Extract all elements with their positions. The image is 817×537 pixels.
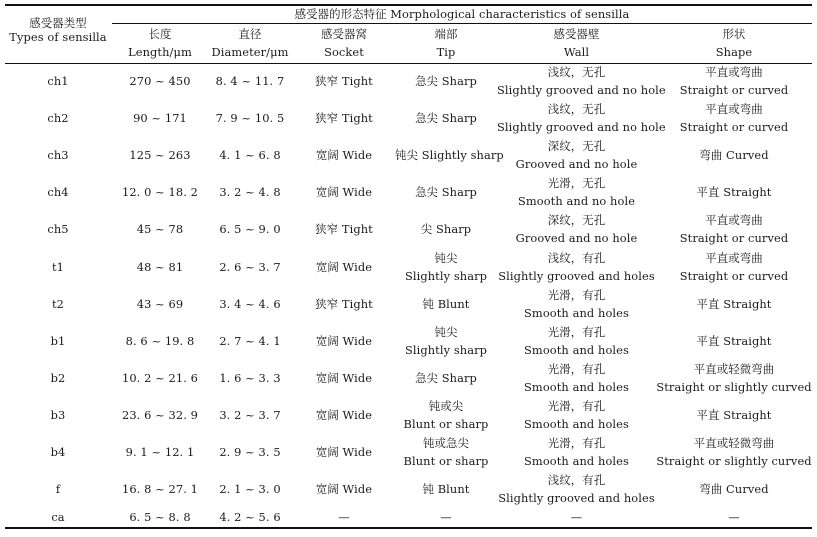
cell-wall	[497, 176, 656, 208]
cell-socket	[298, 176, 390, 208]
cell-shape-line: Straight or curved	[679, 269, 789, 283]
cell-diameter	[207, 399, 293, 431]
cell-socket	[298, 436, 390, 468]
cell-tip	[395, 251, 497, 283]
cell-shape-line: 平直或弯曲	[705, 102, 763, 116]
cell-socket	[298, 362, 390, 394]
cell-wall-line: Grooved and no hole	[515, 231, 638, 245]
cell-wall-line: 光滑，有孔	[547, 436, 606, 450]
cell-tip	[395, 102, 497, 134]
cell-length	[112, 176, 208, 208]
cell-type	[5, 139, 111, 171]
cell-length	[112, 399, 208, 431]
cell-wall	[497, 473, 656, 505]
cell-length-line: 270 ~ 450	[129, 74, 191, 88]
cell-wall-line: —	[570, 510, 583, 524]
header-bottom-rule	[5, 63, 812, 64]
cell-socket-line: 宽阔 Wide	[315, 334, 373, 348]
cell-wall	[497, 139, 656, 171]
cell-length-line: 16. 8 ~ 27. 1	[121, 482, 199, 496]
group-header-rule	[112, 23, 812, 24]
cell-diameter	[207, 508, 293, 526]
cell-wall-line: 光滑，有孔	[547, 362, 606, 376]
cell-diameter	[207, 288, 293, 320]
cell-diameter	[207, 436, 293, 468]
cell-length	[112, 325, 208, 357]
cell-length-line: 45 ~ 78	[136, 222, 184, 236]
cell-tip	[395, 176, 497, 208]
cell-length	[112, 213, 208, 245]
cell-socket	[298, 288, 390, 320]
cell-wall-line: 深纹，无孔	[547, 139, 606, 153]
cell-type	[5, 508, 111, 526]
cell-diameter-line: 1. 6 ~ 3. 3	[219, 371, 281, 385]
cell-type	[5, 65, 111, 97]
cell-length-line: 48 ~ 81	[136, 260, 184, 274]
cell-diameter	[207, 325, 293, 357]
cell-shape	[656, 436, 812, 468]
cell-diameter-line: 4. 1 ~ 6. 8	[219, 148, 281, 162]
cell-tip	[395, 473, 497, 505]
cell-wall-line: 光滑，有孔	[547, 288, 606, 302]
col-header-tip	[395, 27, 497, 59]
cell-tip	[395, 213, 497, 245]
cell-shape-line: 弯曲 Curved	[699, 482, 769, 496]
cell-wall-line: 光滑，无孔	[547, 176, 606, 190]
cell-tip-line: Slightly sharp	[404, 269, 488, 283]
cell-diameter	[207, 176, 293, 208]
cell-diameter-line: 7. 9 ~ 10. 5	[215, 111, 285, 125]
cell-diameter	[207, 362, 293, 394]
cell-socket	[298, 102, 390, 134]
cell-shape-line: Straight or curved	[679, 231, 789, 245]
cell-shape	[656, 288, 812, 320]
cell-length-line: 43 ~ 69	[136, 297, 184, 311]
cell-tip-line: 尖 Sharp	[420, 222, 472, 236]
cell-diameter-line: 2. 7 ~ 4. 1	[219, 334, 281, 348]
col-header-wall-zh: 感受器壁	[553, 27, 600, 41]
cell-shape-line: Straight or slightly curved	[656, 380, 812, 394]
cell-socket-line: 狭窄 Tight	[315, 74, 373, 88]
cell-diameter-line: 2. 1 ~ 3. 0	[219, 482, 281, 496]
cell-tip	[395, 399, 497, 431]
cell-tip-line: 急尖 Sharp	[415, 111, 477, 125]
cell-diameter	[207, 251, 293, 283]
cell-type-line: b1	[50, 334, 66, 348]
cell-socket	[298, 251, 390, 283]
cell-wall	[497, 65, 666, 97]
cell-socket-line: 宽阔 Wide	[315, 371, 373, 385]
cell-shape-line: 平直或弯曲	[705, 65, 763, 79]
cell-wall-line: 光滑，有孔	[547, 325, 606, 339]
cell-wall-line: 浅纹，无孔	[547, 102, 606, 116]
cell-type	[5, 325, 111, 357]
cell-wall-line: Smooth and holes	[524, 454, 629, 468]
cell-socket	[298, 508, 390, 526]
row-header	[5, 14, 111, 46]
cell-tip-line: 钝或急尖	[423, 436, 469, 450]
cell-type	[5, 436, 111, 468]
row-header-en: Types of sensilla	[9, 30, 107, 44]
cell-tip	[395, 139, 504, 171]
cell-socket	[298, 139, 390, 171]
cell-socket-line: —	[338, 510, 350, 524]
col-header-wall-en: Wall	[563, 45, 590, 59]
cell-tip-line: Blunt or sharp	[403, 454, 489, 468]
col-header-length-zh: 长度	[148, 27, 172, 41]
col-header-tip-zh: 端部	[434, 27, 458, 41]
cell-wall	[497, 251, 656, 283]
cell-wall-line: 光滑，有孔	[547, 399, 606, 413]
cell-shape-line: 平直或弯曲	[705, 251, 763, 265]
cell-socket-line: 宽阔 Wide	[315, 148, 373, 162]
cell-type-line: b3	[50, 408, 66, 422]
cell-socket-line: 狭窄 Tight	[315, 222, 373, 236]
cell-shape-line: 平直或轻微弯曲	[693, 362, 775, 376]
cell-type-line: b4	[50, 445, 66, 459]
cell-length-line: 8. 6 ~ 19. 8	[125, 334, 195, 348]
cell-shape-line: 平直或弯曲	[705, 213, 763, 227]
cell-shape	[656, 325, 812, 357]
cell-wall-line: Slightly grooved and holes	[498, 269, 655, 283]
cell-diameter-line: 6. 5 ~ 9. 0	[219, 222, 281, 236]
cell-wall-line: Smooth and no hole	[517, 194, 636, 208]
cell-wall	[497, 288, 656, 320]
cell-wall-line: Smooth and holes	[524, 417, 629, 431]
cell-type	[5, 399, 111, 431]
cell-length	[112, 473, 208, 505]
cell-wall-line: Smooth and holes	[524, 306, 629, 320]
cell-length-line: 6. 5 ~ 8. 8	[129, 510, 191, 524]
cell-socket-line: 宽阔 Wide	[315, 482, 373, 496]
cell-length-line: 10. 2 ~ 21. 6	[121, 371, 199, 385]
cell-shape	[656, 65, 812, 97]
row-header-zh: 感受器类型	[29, 16, 87, 30]
cell-shape-line: 平直 Straight	[696, 297, 772, 311]
cell-diameter	[207, 102, 293, 134]
cell-type-line: b2	[50, 371, 66, 385]
cell-tip-line: 钝尖	[434, 325, 458, 339]
cell-shape-line: Straight or curved	[679, 83, 789, 97]
cell-type-line: ch5	[47, 222, 69, 236]
cell-tip	[395, 288, 497, 320]
cell-shape-line: 平直 Straight	[696, 185, 772, 199]
bottom-rule	[5, 527, 812, 529]
col-header-length-en: Length/μm	[128, 45, 192, 59]
cell-tip-line: 钝 Blunt	[422, 297, 470, 311]
cell-diameter-line: 3. 2 ~ 3. 7	[219, 408, 281, 422]
col-header-diameter-zh: 直径	[238, 27, 262, 41]
col-header-length	[112, 27, 208, 59]
cell-type	[5, 362, 111, 394]
cell-wall-line: 浅纹，有孔	[547, 251, 606, 265]
cell-socket	[298, 65, 390, 97]
col-header-socket-zh: 感受器窝	[321, 27, 367, 41]
cell-socket	[298, 473, 390, 505]
cell-shape	[656, 362, 812, 394]
cell-length	[112, 251, 208, 283]
cell-length	[112, 139, 208, 171]
cell-shape	[656, 176, 812, 208]
cell-shape-line: 平直 Straight	[696, 334, 772, 348]
cell-tip-line: 钝或尖	[428, 399, 464, 413]
cell-diameter-line: 4. 2 ~ 5. 6	[219, 510, 281, 524]
cell-type-line: ch3	[47, 148, 69, 162]
cell-wall-line: Grooved and no hole	[515, 157, 638, 171]
cell-diameter-line: 8. 4 ~ 11. 7	[215, 74, 285, 88]
cell-type	[5, 213, 111, 245]
cell-wall	[497, 399, 656, 431]
cell-shape-line: Straight or curved	[679, 120, 789, 134]
cell-socket	[298, 399, 390, 431]
cell-shape	[656, 102, 812, 134]
cell-tip-line: 急尖 Sharp	[415, 185, 477, 199]
cell-tip-line: 钝尖 Slightly sharp	[395, 148, 504, 162]
col-header-socket	[298, 27, 390, 59]
cell-type-line: ch4	[47, 185, 69, 199]
cell-type	[5, 102, 111, 134]
cell-diameter-line: 2. 9 ~ 3. 5	[219, 445, 281, 459]
cell-shape	[656, 399, 812, 431]
cell-type-line: ch1	[47, 74, 69, 88]
cell-tip-line: Slightly sharp	[404, 343, 488, 357]
cell-shape	[656, 139, 812, 171]
cell-tip	[395, 65, 497, 97]
cell-shape-line: Straight or slightly curved	[656, 454, 812, 468]
cell-shape	[656, 213, 812, 245]
cell-tip-line: 急尖 Sharp	[415, 74, 477, 88]
cell-diameter	[207, 139, 293, 171]
cell-length	[112, 508, 208, 526]
cell-tip-line: 急尖 Sharp	[415, 371, 477, 385]
cell-tip-line: 钝 Blunt	[422, 482, 470, 496]
cell-shape-line: 平直或轻微弯曲	[693, 436, 775, 450]
cell-length	[112, 102, 208, 134]
col-header-wall	[497, 27, 656, 59]
cell-type-line: t1	[51, 260, 65, 274]
cell-wall	[497, 362, 656, 394]
cell-shape	[656, 251, 812, 283]
cell-tip	[395, 362, 497, 394]
cell-wall-line: Slightly grooved and no hole	[497, 83, 666, 97]
cell-socket-line: 宽阔 Wide	[315, 260, 373, 274]
cell-tip-line: Blunt or sharp	[403, 417, 489, 431]
cell-length-line: 23. 6 ~ 32. 9	[121, 408, 199, 422]
cell-wall	[497, 436, 656, 468]
cell-wall-line: Slightly grooved and holes	[498, 491, 655, 505]
cell-type-line: t2	[51, 297, 65, 311]
group-header: 感受器的形态特征 Morphological characteristics of sensilla	[294, 7, 630, 21]
cell-length	[112, 362, 208, 394]
cell-length-line: 9. 1 ~ 12. 1	[125, 445, 195, 459]
cell-length-line: 12. 0 ~ 18. 2	[121, 185, 199, 199]
col-header-shape-zh: 形状	[722, 27, 746, 41]
cell-type	[5, 288, 111, 320]
cell-length	[112, 65, 208, 97]
cell-wall-line: 深纹，无孔	[547, 213, 606, 227]
cell-socket-line: 宽阔 Wide	[315, 185, 373, 199]
cell-type	[5, 251, 111, 283]
cell-wall-line: 浅纹，无孔	[547, 65, 606, 79]
cell-socket-line: 宽阔 Wide	[315, 408, 373, 422]
cell-type	[5, 176, 111, 208]
cell-shape-line: 平直 Straight	[696, 408, 772, 422]
cell-socket-line: 宽阔 Wide	[315, 445, 373, 459]
cell-length	[112, 436, 208, 468]
cell-type-line: ch2	[47, 111, 69, 125]
cell-length-line: 125 ~ 263	[129, 148, 191, 162]
col-header-shape	[656, 27, 812, 59]
cell-wall	[497, 213, 656, 245]
cell-socket-line: 狭窄 Tight	[315, 297, 373, 311]
col-header-diameter	[207, 27, 293, 59]
cell-shape-line: 弯曲 Curved	[699, 148, 769, 162]
cell-shape	[656, 508, 812, 526]
cell-wall	[497, 102, 666, 134]
cell-wall	[497, 325, 656, 357]
cell-wall-line: Smooth and holes	[524, 343, 629, 357]
cell-tip-line: 钝尖	[434, 251, 458, 265]
cell-tip	[395, 436, 497, 468]
cell-type-line: f	[55, 482, 61, 496]
cell-tip	[395, 325, 497, 357]
cell-type	[5, 473, 111, 505]
col-header-socket-en: Socket	[324, 45, 364, 59]
cell-wall-line: Slightly grooved and no hole	[497, 120, 666, 134]
cell-type-line: ca	[51, 510, 65, 524]
cell-diameter	[207, 65, 293, 97]
cell-diameter	[207, 213, 293, 245]
cell-diameter	[207, 473, 293, 505]
col-header-tip-en: Tip	[436, 45, 456, 59]
cell-diameter-line: 3. 2 ~ 4. 8	[219, 185, 281, 199]
cell-tip-line: —	[440, 510, 452, 524]
cell-wall	[497, 508, 656, 526]
cell-shape	[656, 473, 812, 505]
cell-length	[112, 288, 208, 320]
cell-diameter-line: 3. 4 ~ 4. 6	[219, 297, 281, 311]
cell-diameter-line: 2. 6 ~ 3. 7	[219, 260, 281, 274]
cell-wall-line: Smooth and holes	[524, 380, 629, 394]
cell-socket	[298, 325, 390, 357]
cell-socket	[298, 213, 390, 245]
cell-length-line: 90 ~ 171	[133, 111, 187, 125]
cell-wall-line: 浅纹，有孔	[547, 473, 606, 487]
cell-tip	[395, 508, 497, 526]
col-header-shape-en: Shape	[715, 45, 753, 59]
cell-socket-line: 狭窄 Tight	[315, 111, 373, 125]
col-header-diameter-en: Diameter/μm	[211, 45, 289, 59]
cell-shape-line: —	[728, 510, 740, 524]
